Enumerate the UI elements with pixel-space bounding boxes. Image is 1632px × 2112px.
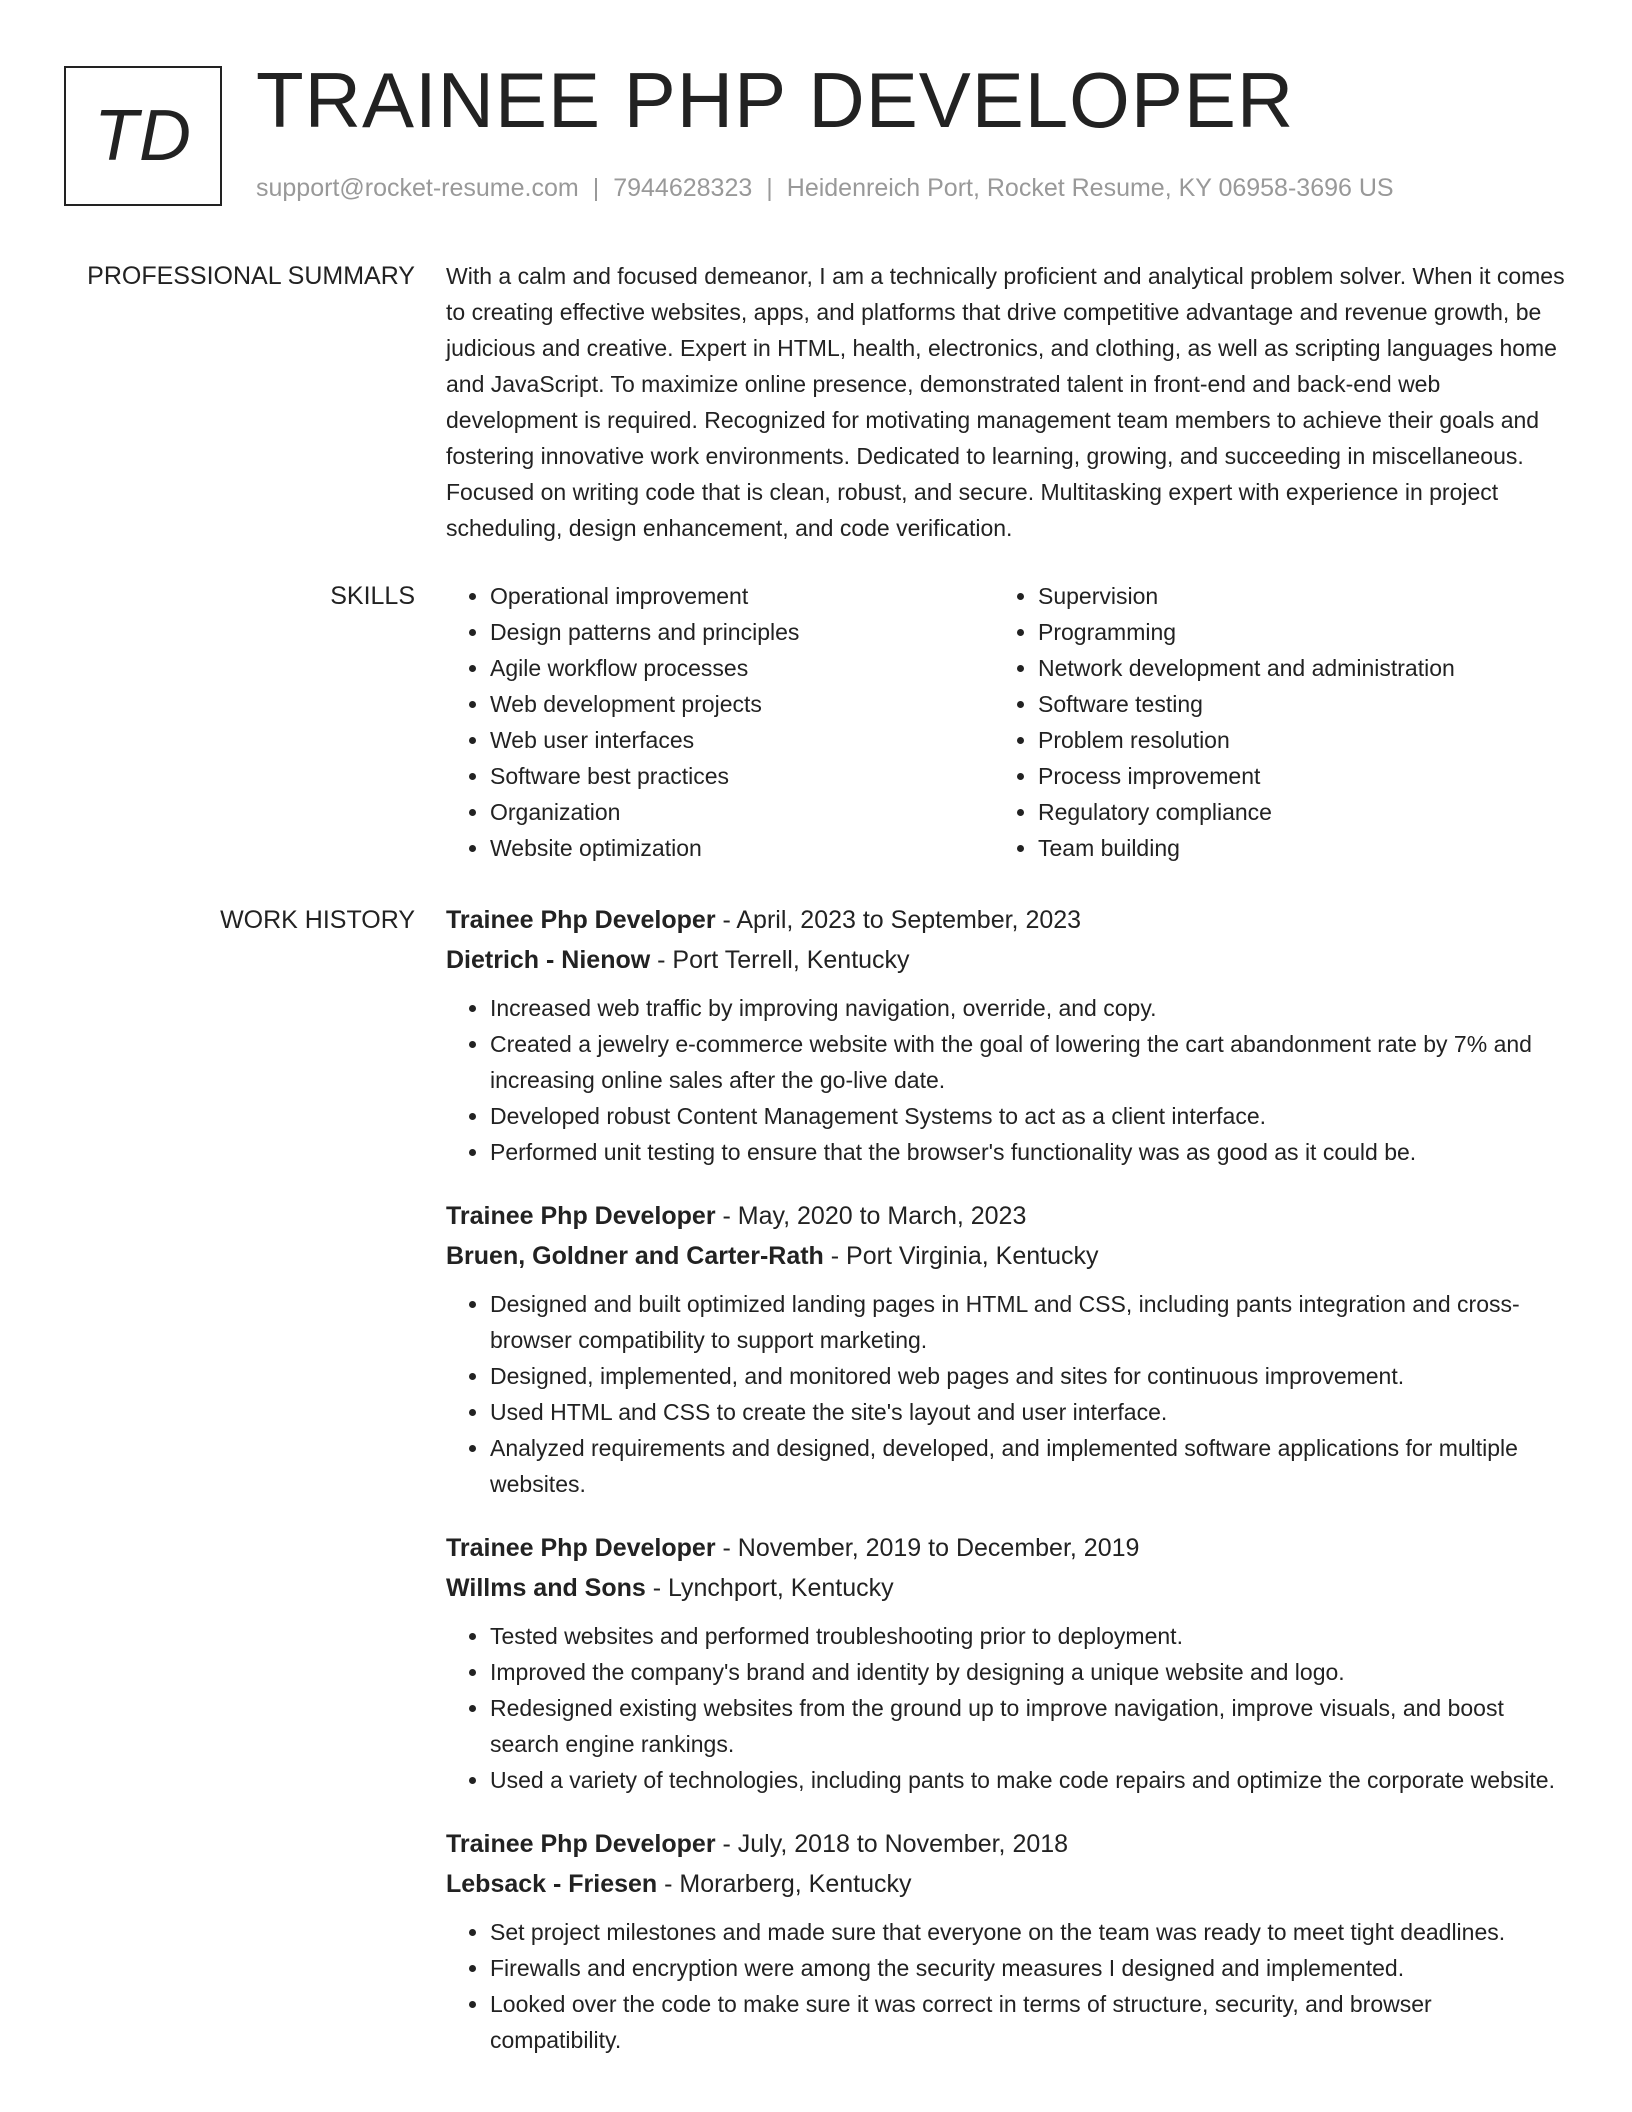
work-history-body [446, 900, 1566, 2084]
job-bullet: • Developed robust Content Management Systems to act as a client interface. [490, 1098, 1566, 1134]
contact-separator: | [766, 174, 773, 202]
job-bullets [446, 1914, 1566, 2058]
skill-item: • Process improvement [1038, 758, 1542, 794]
skill-item: • Programming [1038, 614, 1542, 650]
job-company: Lebsack - Friesen [446, 1870, 658, 1898]
skills-list-right [994, 578, 1542, 866]
skill-item: • Problem resolution [1038, 722, 1542, 758]
job-company-line [446, 1236, 1566, 1276]
job-company: Bruen, Goldner and Carter-Rath [446, 1242, 824, 1270]
job-bullet: • Designed and built optimized landing pages in HTML and CSS, including pants integration and cross-browser compatibility to support marketing. [490, 1286, 1566, 1358]
monogram-logo [64, 66, 222, 206]
job-dates: - November, 2019 to December, 2019 [715, 1534, 1140, 1562]
job-bullet: • Analyzed requirements and designed, developed, and implemented software applications for multiple websites. [490, 1430, 1566, 1502]
skills-list-left [446, 578, 994, 866]
job-title-line [446, 900, 1566, 940]
job-title-line [446, 1528, 1566, 1568]
job-bullet: • Firewalls and encryption were among the security measures I designed and implemented. [490, 1950, 1566, 1986]
section-heading-summary: PROFESSIONAL SUMMARY [87, 262, 415, 290]
job-bullet: • Used HTML and CSS to create the site's layout and user interface. [490, 1394, 1566, 1430]
job-bullet: • Designed, implemented, and monitored web pages and sites for continuous improvement. [490, 1358, 1566, 1394]
job-title: Trainee Php Developer [446, 1534, 716, 1562]
contact-separator: | [592, 174, 600, 202]
job-location: - Port Terrell, Kentucky [650, 946, 910, 974]
job-title-line [446, 1196, 1566, 1236]
job-bullets [446, 990, 1566, 1170]
job-bullets [446, 1618, 1566, 1798]
job-bullet: • Improved the company's brand and identity by designing a unique website and logo. [490, 1654, 1566, 1690]
section-heading-work-history: WORK HISTORY [220, 906, 415, 934]
summary-body [446, 258, 1566, 546]
skill-item: • Web user interfaces [490, 722, 994, 758]
job-location: - Lynchport, Kentucky [645, 1574, 894, 1602]
job-dates: - July, 2018 to November, 2018 [715, 1830, 1069, 1858]
job-bullet: • Performed unit testing to ensure that the browser's functionality was as good as it could be. [490, 1134, 1566, 1170]
job-location: - Port Virginia, Kentucky [823, 1242, 1099, 1270]
job-bullet: • Increased web traffic by improving navigation, override, and copy. [490, 990, 1566, 1026]
job-location: - Morarberg, Kentucky [657, 1870, 912, 1898]
job-bullet: • Tested websites and performed troubleshooting prior to deployment. [490, 1618, 1566, 1654]
job-bullets [446, 1286, 1566, 1502]
skill-item: • Web development projects [490, 686, 994, 722]
job-entry [446, 1196, 1566, 1502]
job-entry [446, 1528, 1566, 1798]
job-dates: - April, 2023 to September, 2023 [715, 906, 1082, 934]
summary-text: With a calm and focused demeanor, I am a technically proficient and analytical problem solver. When it comes to creating effective websites, apps, and platforms that drive competitive advantage and revenue growth, be judicious and creative. Expert in HTML, health, electronics, and clothing, as well as scripting languages home and JavaScript. To maximize online presence, demonstrated talent in front-end and back-end web development is required. Recognized for motivating management team members to achieve their goals and fostering innovative work environments. Dedicated to learning, growing, and succeeding in miscellaneous. Focused on writing code that is clean, robust, and secure. Multitasking expert with experience in project scheduling, design enhancement, and code verification. [446, 263, 1565, 541]
job-company-line [446, 1864, 1566, 1904]
job-company-line [446, 940, 1566, 980]
skill-item: • Team building [1038, 830, 1542, 866]
job-company-line [446, 1568, 1566, 1608]
skills-column-right [994, 578, 1542, 866]
job-bullet: • Looked over the code to make sure it was correct in terms of structure, security, and browser compatibility. [490, 1986, 1566, 2058]
section-heading-skills: SKILLS [330, 582, 415, 610]
job-company: Dietrich - Nienow [446, 946, 651, 974]
skill-item: • Regulatory compliance [1038, 794, 1542, 830]
skill-item: • Software best practices [490, 758, 994, 794]
skill-item: • Website optimization [490, 830, 994, 866]
skill-item: • Operational improvement [490, 578, 994, 614]
job-bullet: • Used a variety of technologies, including pants to make code repairs and optimize the corporate website. [490, 1762, 1566, 1798]
job-bullet: • Created a jewelry e-commerce website with the goal of lowering the cart abandonment rate by 7% and increasing online sales after the go-live date. [490, 1026, 1566, 1098]
job-bullet: • Redesigned existing websites from the ground up to improve navigation, improve visuals, and boost search engine rankings. [490, 1690, 1566, 1762]
monogram-text: TD [94, 96, 192, 176]
job-title-line [446, 1824, 1566, 1864]
contact-line [256, 174, 1394, 203]
skill-item: • Organization [490, 794, 994, 830]
contact-email: support@rocket-resume.com [256, 174, 579, 202]
job-title: Trainee Php Developer [446, 1830, 716, 1858]
skill-item: • Software testing [1038, 686, 1542, 722]
skill-item: • Agile workflow processes [490, 650, 994, 686]
job-entry [446, 1824, 1566, 2058]
job-dates: - May, 2020 to March, 2023 [715, 1202, 1027, 1230]
job-title: Trainee Php Developer [446, 1202, 716, 1230]
job-entry [446, 900, 1566, 1170]
skill-item: • Supervision [1038, 578, 1542, 614]
candidate-name: TRAINEE PHP DEVELOPER [256, 56, 1295, 144]
job-company: Willms and Sons [446, 1574, 646, 1602]
contact-phone: 7944628323 [613, 174, 753, 202]
contact-address: Heidenreich Port, Rocket Resume, KY 06958-3696 US [786, 174, 1394, 202]
job-title: Trainee Php Developer [446, 906, 716, 934]
skills-column-left [446, 578, 994, 866]
skills-body [446, 578, 1566, 866]
job-bullet: • Set project milestones and made sure that everyone on the team was ready to meet tight deadlines. [490, 1914, 1566, 1950]
skill-item: • Design patterns and principles [490, 614, 994, 650]
skill-item: • Network development and administration [1038, 650, 1542, 686]
